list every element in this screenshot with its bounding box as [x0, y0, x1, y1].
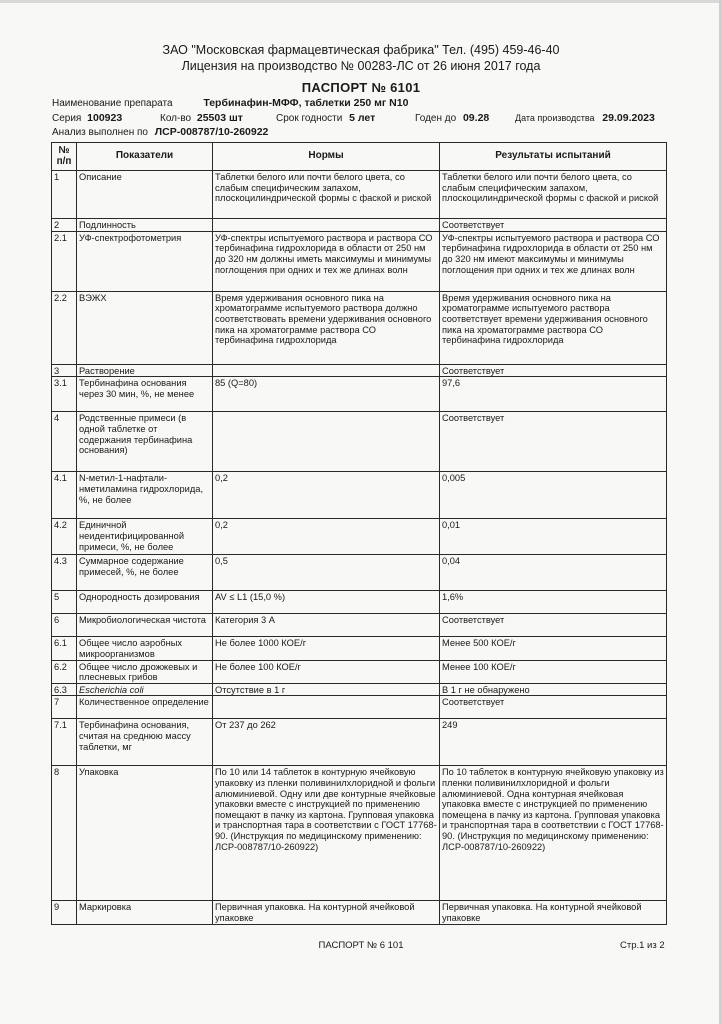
cell-norm: 0,5 [213, 555, 440, 591]
cell-norm: Время удерживания основного пика на хроматограмме испытуемого раствора должно соответствовать времени удерживания основного пика на хроматограмме раствора СО тербинафина гидрохлорида [213, 291, 440, 364]
cell-norm: Таблетки белого или почти белого цвета, со слабым специфическим запахом, плоскоцилиндрической формы с фаской и риской [213, 171, 440, 219]
cell-indicator: УФ-спектрофотометрия [77, 231, 213, 291]
footer-passport-number: ПАСПОРТ № 6 101 [318, 940, 404, 951]
table-header-row [52, 143, 667, 171]
cell-norm [213, 219, 440, 232]
cell-number: 4.2 [52, 519, 77, 555]
cell-indicator: Суммарное содержание примесей, %, не более [77, 555, 213, 591]
table-row [52, 364, 667, 377]
company-line: ЗАО "Московская фармацевтическая фабрика" Тел. (495) 459-46-40 [162, 43, 560, 57]
cell-result: Менее 100 КОЕ/г [440, 660, 667, 683]
table-row [52, 171, 667, 219]
table-row [52, 696, 667, 719]
valid-value: 09.28 [462, 112, 490, 124]
cell-result: 97,6 [440, 377, 667, 412]
cell-norm: По 10 или 14 таблеток в контурную ячейковую упаковку из пленки поливинилхлоридной и фольги алюминиевой. Одну или две контурные ячейковые упаковки вместе с инструкцией по применению помещают в пачку из картона. Групповая упаковка и транспортная тара в соответствии с ГОСТ 17768-90. (Инструкция по медицинскому применению: ЛСР-008787/10-260922) [213, 766, 440, 901]
qty-label: Кол-во [160, 113, 192, 124]
passport-title: ПАСПОРТ № 6101 [301, 80, 421, 95]
cell-norm: 0,2 [213, 472, 440, 519]
scan-edge-top [0, 0, 722, 3]
cell-result: 249 [440, 719, 667, 766]
cell-result: 0,01 [440, 519, 667, 555]
table-row [52, 637, 667, 660]
cell-indicator: Упаковка [77, 766, 213, 901]
cell-result: УФ-спектры испытуемого раствора и раствора СО тербинафина гидрохлорида в области от 250 нм до 320 нм имеют максимумы и минимумы поглощения при одних и тех же длинах волн [440, 231, 667, 291]
table-row [52, 519, 667, 555]
cell-result: Соответствует [440, 219, 667, 232]
table-row [52, 614, 667, 637]
cell-norm: Не более 1000 КОЕ/г [213, 637, 440, 660]
cell-result: Таблетки белого или почти белого цвета, со слабым специфическим запахом, плоскоцилиндрической формы с фаской и риской [440, 171, 667, 219]
cell-indicator: Однородность дозирования [77, 591, 213, 614]
cell-number: 6.2 [52, 660, 77, 683]
cell-result: Соответствует [440, 614, 667, 637]
cell-number: 6 [52, 614, 77, 637]
cell-indicator: Escherichia coli [77, 683, 213, 696]
table-row [52, 231, 667, 291]
table-row [52, 377, 667, 412]
cell-result: Соответствует [440, 364, 667, 377]
cell-number: 8 [52, 766, 77, 901]
qty-value: 25503 шт [196, 112, 243, 124]
table-row [52, 660, 667, 683]
analysis-value: ЛСР-008787/10-260922 [154, 126, 269, 138]
cell-result: Менее 500 КОЕ/г [440, 637, 667, 660]
cell-indicator: Общее число аэробных микроорганизмов [77, 637, 213, 660]
cell-result: В 1 г не обнаружено [440, 683, 667, 696]
name-value: Тербинафин-МФФ, таблетки 250 мг N10 [203, 97, 409, 109]
meta-qty [160, 112, 243, 124]
meta-production [515, 112, 655, 124]
cell-indicator: Тербинафина основания через 30 мин, %, не менее [77, 377, 213, 412]
meta-series-row [52, 112, 122, 124]
table-row [52, 901, 667, 925]
cell-number: 2.2 [52, 291, 77, 364]
cell-indicator: Родственные примеси (в одной таблетке от содержания тербинафина основания) [77, 412, 213, 472]
header-results: Результаты испытаний [440, 143, 667, 171]
cell-number: 4.3 [52, 555, 77, 591]
cell-norm: Категория 3 А [213, 614, 440, 637]
cell-number: 2 [52, 219, 77, 232]
cell-norm [213, 412, 440, 472]
cell-indicator: Микробиологическая чистота [77, 614, 213, 637]
analysis-label: Анализ выполнен по [52, 127, 148, 138]
cell-norm: 85 (Q=80) [213, 377, 440, 412]
cell-result: 1,6% [440, 591, 667, 614]
table-row [52, 766, 667, 901]
name-label: Наименование препарата [52, 98, 173, 109]
cell-number: 3 [52, 364, 77, 377]
cell-indicator: Растворение [77, 364, 213, 377]
table-row [52, 683, 667, 696]
table-row [52, 591, 667, 614]
cell-result: Первичная упаковка. На контурной ячейковой упаковке [440, 901, 667, 925]
cell-norm: Не более 100 КОЕ/г [213, 660, 440, 683]
cell-number: 6.1 [52, 637, 77, 660]
cell-indicator: ВЭЖХ [77, 291, 213, 364]
table-row [52, 219, 667, 232]
header-number: № п/п [52, 143, 77, 171]
cell-indicator: Общее число дрожжевых и плесневых грибов [77, 660, 213, 683]
production-value: 29.09.2023 [602, 112, 655, 124]
license-line: Лицензия на производство № 00283-ЛС от 26 июня 2017 года [181, 59, 541, 73]
cell-number: 9 [52, 901, 77, 925]
header-indicators: Показатели [77, 143, 213, 171]
cell-norm: Отсутствие в 1 г [213, 683, 440, 696]
cell-result: 0,04 [440, 555, 667, 591]
cell-number: 1 [52, 171, 77, 219]
cell-number: 7.1 [52, 719, 77, 766]
cell-indicator: Единичной неидентифицированной примеси, %, не более [77, 519, 213, 555]
cell-norm: AV ≤ L1 (15,0 %) [213, 591, 440, 614]
cell-number: 2.1 [52, 231, 77, 291]
shelf-value: 5 лет [349, 112, 376, 124]
footer-page-number: Стр.1 из 2 [620, 940, 665, 951]
series-value: 100923 [87, 112, 123, 124]
cell-result: Соответствует [440, 696, 667, 719]
table-row [52, 719, 667, 766]
cell-number: 6.3 [52, 683, 77, 696]
valid-label: Годен до [415, 113, 457, 124]
cell-norm: Первичная упаковка. На контурной ячейковой упаковке [213, 901, 440, 925]
cell-number: 3.1 [52, 377, 77, 412]
table-row [52, 555, 667, 591]
cell-norm [213, 696, 440, 719]
meta-name-row [52, 97, 408, 109]
cell-norm [213, 364, 440, 377]
company-header [0, 42, 722, 74]
table-row [52, 472, 667, 519]
meta-analysis-row [52, 126, 268, 138]
header-norms: Нормы [213, 143, 440, 171]
cell-indicator: Количественное определение [77, 696, 213, 719]
cell-number: 4 [52, 412, 77, 472]
shelf-label: Срок годности [276, 113, 343, 124]
cell-indicator: Подлинность [77, 219, 213, 232]
production-label: Дата производства [515, 113, 595, 123]
cell-result: Время удерживания основного пика на хроматограмме испытуемого раствора соответствует времени удерживания основного пика на хроматограмме раствора СО тербинафина гидрохлорида [440, 291, 667, 364]
meta-valid [415, 112, 489, 124]
cell-norm: 0,2 [213, 519, 440, 555]
meta-shelf [276, 112, 375, 124]
cell-indicator: Маркировка [77, 901, 213, 925]
cell-result: Соответствует [440, 412, 667, 472]
table-row [52, 412, 667, 472]
cell-indicator: Описание [77, 171, 213, 219]
cell-norm: От 237 до 262 [213, 719, 440, 766]
cell-number: 5 [52, 591, 77, 614]
cell-indicator: Тербинафина основания, считая на среднюю массу таблетки, мг [77, 719, 213, 766]
cell-result: По 10 таблеток в контурную ячейковую упаковку из пленки поливинилхлоридной и фольги алюминиевой. Одна контурная ячейковая упаковка вместе с инструкцией по применению помещена в пачку из картона. Групповая упаковка и транспортная тара в соответствии с ГОСТ 17768-90. (Инструкция по медицинскому применению: ЛСР-008787/10-260922) [440, 766, 667, 901]
cell-number: 4.1 [52, 472, 77, 519]
test-results-table [51, 142, 667, 925]
cell-norm: УФ-спектры испытуемого раствора и раствора СО тербинафина гидрохлорида в области от 250 нм до 320 нм должны иметь максимумы и минимумы поглощения при одних и тех же длинах волн [213, 231, 440, 291]
series-label: Серия [52, 113, 82, 124]
cell-result: 0,005 [440, 472, 667, 519]
cell-number: 7 [52, 696, 77, 719]
cell-indicator: N-метил-1-нафтали-нметиламина гидрохлорида, %, не более [77, 472, 213, 519]
table-row [52, 291, 667, 364]
